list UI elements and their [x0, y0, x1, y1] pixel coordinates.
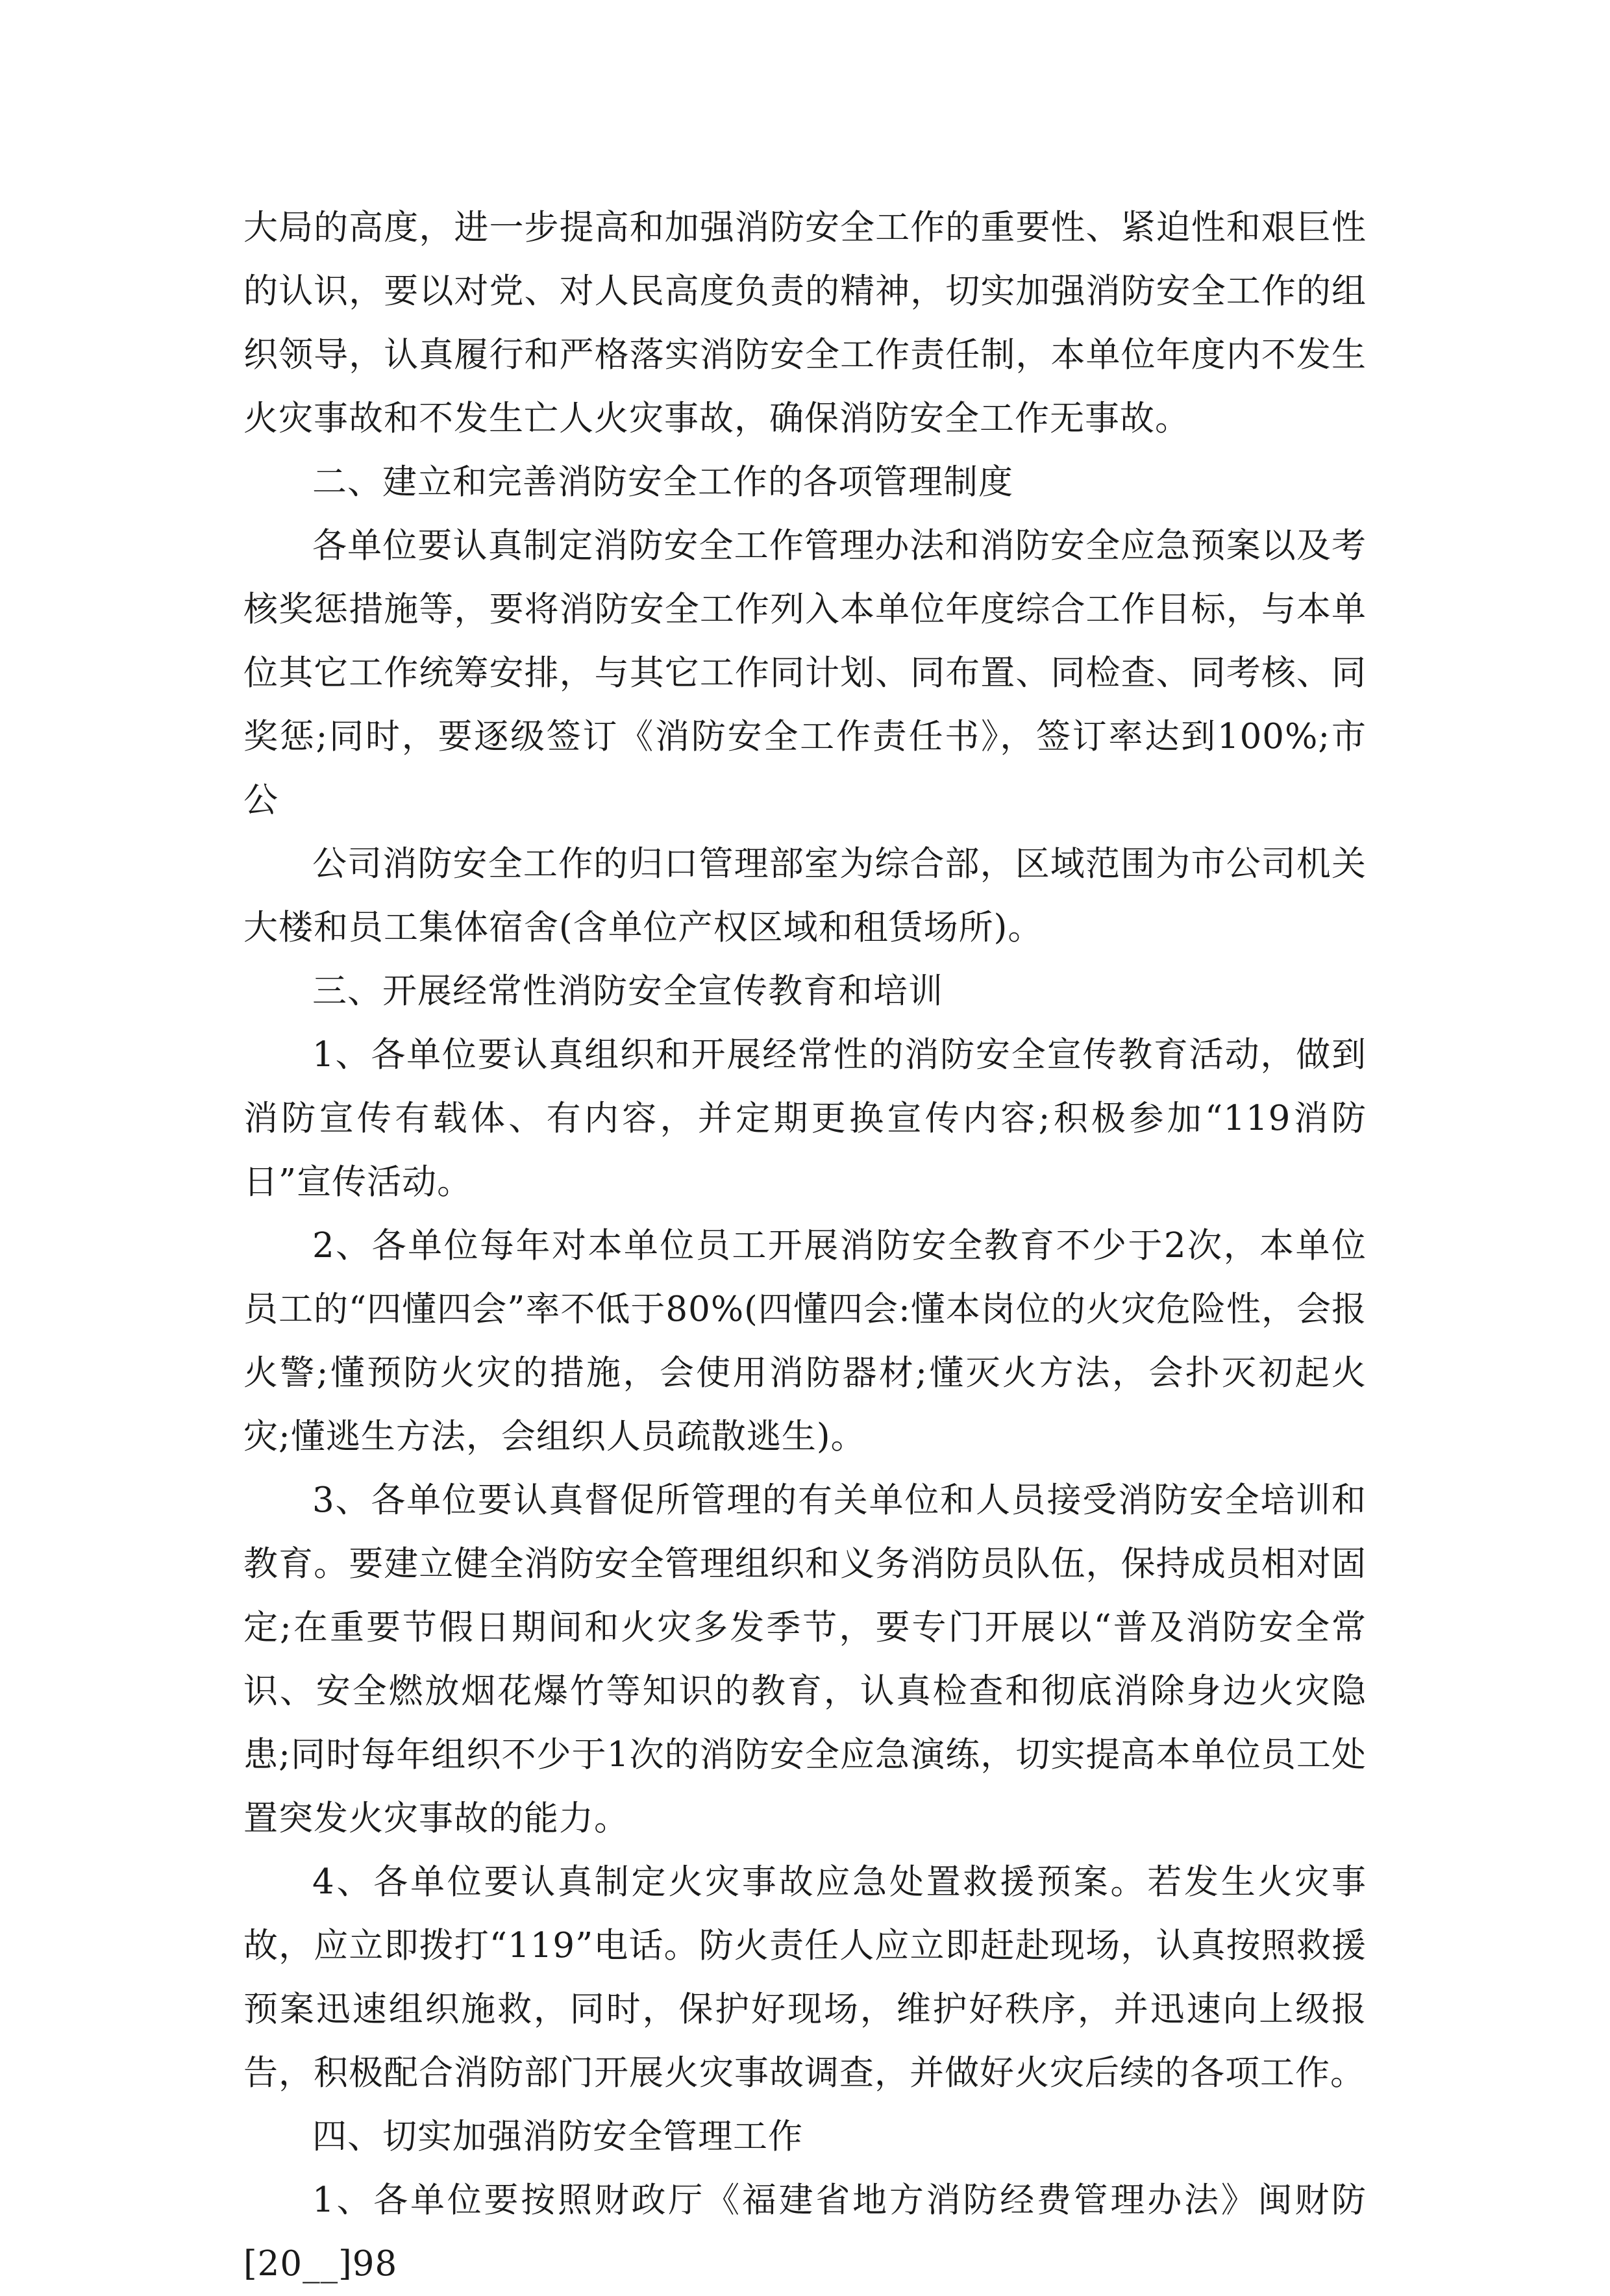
paragraph: 公司消防安全工作的归口管理部室为综合部，区域范围为市公司机关大楼和员工集体宿舍(含单位产权区域和租赁场所)。 — [243, 844, 1367, 947]
list-item: 3、各单位要认真督促所管理的有关单位和人员接受消防安全培训和教育。要建立健全消防安全管理组织和义务消防员队伍，保持成员相对固定;在重要节假日期间和火灾多发季节，要专门开展以“普及消防安全常识、安全燃放烟花爆竹等知识的教育，认真检查和彻底消除身边火灾隐患;同时每年组织不少于1次的消防安全应急演练，切实提高本单位员工处置突发火灾事故的能力。 — [243, 1480, 1367, 1838]
section-heading-2: 二、建立和完善消防安全工作的各项管理制度 — [312, 462, 1013, 502]
list-item: 2、各单位每年对本单位员工开展消防安全教育不少于2次，本单位员工的“四懂四会”率不低于80%(四懂四会:懂本岗位的火灾危险性，会报火警;懂预防火灾的措施，会使用消防器材;懂灭火方法，会扑灭初起火灾;懂逃生方法，会组织人员疏散逃生)。 — [243, 1226, 1367, 1456]
section-heading-3: 三、开展经常性消防安全宣传教育和培训 — [312, 971, 943, 1011]
list-item: 1、各单位要按照财政厅《福建省地方消防经费管理办法》闽财防[20__]98 — [243, 2180, 1367, 2284]
paragraph: 各单位要认真制定消防安全工作管理办法和消防安全应急预案以及考核奖惩措施等，要将消防安全工作列入本单位年度综合工作目标，与本单位其它工作统筹安排，与其它工作同计划、同布置、同检查、同考核、同奖惩;同时，要逐级签订《消防安全工作责任书》，签订率达到100%;市公 — [243, 526, 1367, 820]
paragraph-continuation: 大局的高度，进一步提高和加强消防安全工作的重要性、紧迫性和艰巨性的认识，要以对党、对人民高度负责的精神，切实加强消防安全工作的组织领导，认真履行和严格落实消防安全工作责任制，本单位年度内不发生火灾事故和不发生亡人火灾事故，确保消防安全工作无事故。 — [243, 208, 1367, 438]
list-item: 1、各单位要认真组织和开展经常性的消防安全宣传教育活动，做到消防宣传有载体、有内容，并定期更换宣传内容;积极参加“119消防日”宣传活动。 — [243, 1035, 1367, 1202]
section-heading-4: 四、切实加强消防安全管理工作 — [312, 2117, 803, 2156]
list-item: 4、各单位要认真制定火灾事故应急处置救援预案。若发生火灾事故，应立即拨打“119”电话。防火责任人应立即赶赴现场，认真按照救援预案迅速组织施救，同时，保护好现场，维护好秩序，并迅速向上级报告，积极配合消防部门开展火灾事故调查，并做好火灾后续的各项工作。 — [243, 1862, 1367, 2093]
document-body — [243, 196, 1367, 2296]
